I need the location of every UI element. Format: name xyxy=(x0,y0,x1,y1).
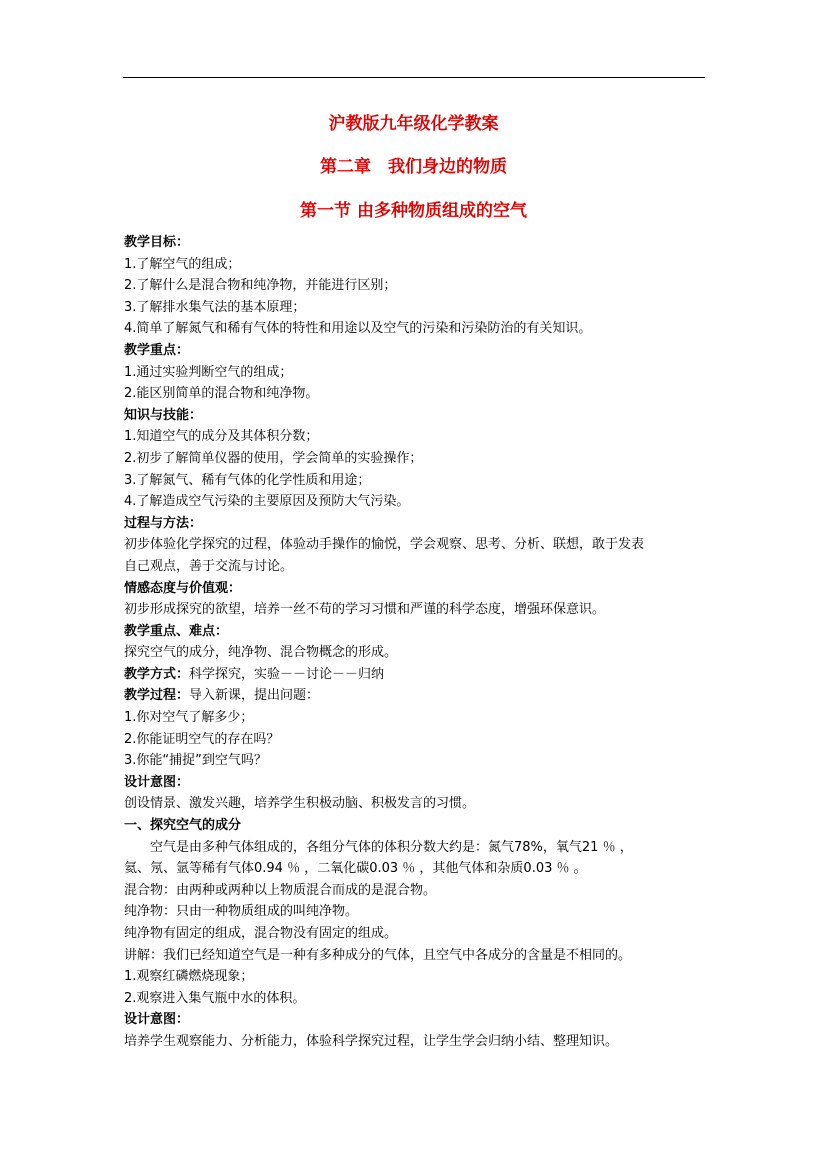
section-title: 第一节 由多种物质组成的空气 xyxy=(300,201,527,221)
body-line: 初步体验化学探究的过程，体验动手操作的愉悦，学会观察、思考、分析、联想，敢于发表 xyxy=(124,537,645,553)
line-text: 科学探究，实验－－讨论－－归纳 xyxy=(189,666,385,682)
body-line: 3.了解排水集气法的基本原理； xyxy=(124,299,306,315)
section-heading: 教学目标： xyxy=(124,235,190,250)
body-line: 2.了解什么是混合物和纯净物，并能进行区别； xyxy=(124,278,397,294)
line-label: 教学过程： xyxy=(124,688,190,704)
section-heading: 教学重点、难点： xyxy=(124,623,229,639)
section-heading: 一、探究空气的成分 xyxy=(124,818,242,834)
header-rule xyxy=(123,77,705,78)
body-line: 创设情景、激发兴趣，培养学生积极动脑、积极发言的习惯。 xyxy=(124,796,476,812)
body-line: 1.你对空气了解多少； xyxy=(124,710,254,726)
labeled-line xyxy=(124,685,704,707)
body-line: 3.了解氮气、稀有气体的化学性质和用途； xyxy=(124,472,371,488)
section-heading: 知识与技能： xyxy=(124,407,203,423)
body-line: 1.通过实验判断空气的组成； xyxy=(124,364,293,380)
body-line: 1.观察红磷燃烧现象； xyxy=(124,969,254,985)
section-heading: 设计意图： xyxy=(124,1012,190,1028)
body-line: 纯净物：只由一种物质组成的叫纯净物。 xyxy=(124,904,359,920)
body-line: 4.了解造成空气污染的主要原因及预防大气污染。 xyxy=(124,494,410,510)
body-line: 2.观察进入集气瓶中水的体积。 xyxy=(124,990,306,1006)
body-line: 讲解：我们已经知道空气是一种有多种成分的气体，且空气中各成分的含量是不相同的。 xyxy=(124,947,632,963)
body-line: 初步形成探究的欲望，培养一丝不苟的学习习惯和严谨的科学态度，增强环保意识。 xyxy=(124,602,606,618)
chapter-title: 第二章 我们身边的物质 xyxy=(320,157,507,177)
line-label: 教学方式： xyxy=(124,666,190,682)
body-line: 1.了解空气的组成； xyxy=(124,256,241,272)
body-line: 培养学生观察能力、分析能力，体验科学探究过程，让学生学会归纳小结、整理知识。 xyxy=(124,1033,619,1049)
document-title: 沪教版九年级化学教案 xyxy=(328,114,499,134)
section-heading: 情感态度与价值观： xyxy=(124,580,242,596)
body-line: 空气是由多种气体组成的，各组分气体的体积分数大约是：氮气78%，氧气21 ％ ， xyxy=(150,839,633,855)
body-line: 混合物：由两种或两种以上物质混合而成的是混合物。 xyxy=(124,882,437,898)
body-line: 3.你能“捕捉”到空气吗？ xyxy=(124,753,267,769)
lesson-body xyxy=(124,232,704,1053)
body-line: 2.初步了解简单仪器的使用，学会简单的实验操作； xyxy=(124,450,423,466)
body-line: 自己观点，善于交流与讨论。 xyxy=(124,558,294,574)
body-line: 氦、氖、氩等稀有气体0.94 ％ ，二氧化碳0.03 ％ ，其他气体和杂质0.03 ％ 。 xyxy=(124,861,587,877)
body-line: 2.你能证明空气的存在吗？ xyxy=(124,731,280,747)
line-text: 导入新课，提出问题： xyxy=(189,688,320,704)
body-line: 1.知道空气的成分及其体积分数； xyxy=(124,429,319,445)
body-line: 2.能区别简单的混合物和纯净物。 xyxy=(124,386,319,402)
body-line: 纯净物有固定的组成，混合物没有固定的组成。 xyxy=(124,926,398,941)
section-heading: 过程与方法： xyxy=(124,515,203,531)
labeled-line xyxy=(124,664,704,686)
body-line: 4.简单了解氮气和稀有气体的特性和用途以及空气的污染和污染防治的有关知识。 xyxy=(124,321,592,337)
section-heading: 设计意图： xyxy=(124,774,190,790)
section-heading: 教学重点： xyxy=(124,342,190,358)
body-line: 探究空气的成分，纯净物、混合物概念的形成。 xyxy=(124,645,398,661)
